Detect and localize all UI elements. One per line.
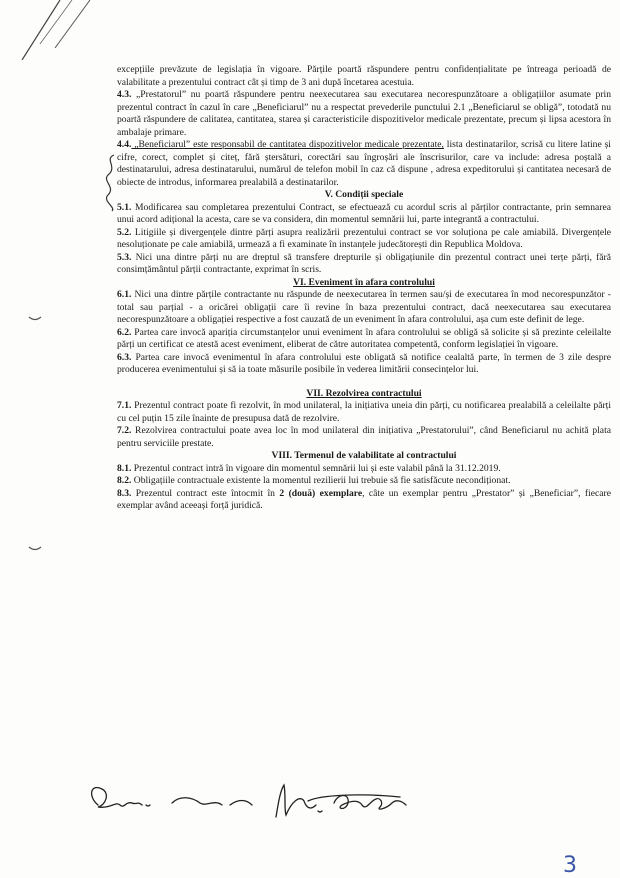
clause-number: 8.2. [117,475,132,486]
clause-text: Modificarea sau completarea prezentului Contract, se efectuează cu acordul scris al părților contractante, prin semnarea unui acord adițional la acesta, care se va considera, din momentul semnării lui, parte integrantă a contractului. [117,201,611,225]
clause-number: 8.3. [117,487,132,499]
clause-5-2 [117,227,611,252]
punch-mark-bottom [28,546,42,552]
clause-text: „Prestatorul” nu poartă răspundere pentru neexecutarea sau executarea necorespunzătoare a obligațiilor asumate prin prezentul contract în cazul în care „Beneficiarul” nu a respectat prevederile punctului 2.1 „Beneficiarul se obligă”, totodată nu poartă răspundere de calitatea, cantitatea, starea și caracteristicile dispozitivelor medicale prezentate, precum și lipsa acestora în ambalaje primare. [117,89,611,138]
clause-8-3 [117,488,611,513]
scan-corner-marks [0,0,140,60]
clause-number: 4.4. [117,139,132,150]
clause-number: 5.3. [117,251,132,263]
punch-mark-top [28,316,42,322]
clause-4-3 [117,89,611,139]
clause-number: 5.1. [117,201,132,213]
clause-text: Nici una dintre părți nu are dreptul să transfere drepturile și obligațiunile din prezentul contract unei terțe părți, fără consimțământul părții contractante, exprimat în scris. [117,251,611,275]
paragraph-intro: excepțiile prevăzute de legislația în vigoare. Părțile poartă răspundere pentru confidențialitate pe întreaga perioadă de valabilitate a prezentului contract cât și timp de 3 ani după încetarea acestuia. [117,64,611,88]
clause-8-2 [117,475,611,488]
clause-6-2 [117,327,611,352]
clause-5-1 [117,202,611,227]
clause-7-1 [117,400,611,425]
clause-text: Partea care invocă evenimentul în afara controlului este obligată să notifice cealaltă parte, în termen de 3 zile despre producerea evenimentului și să ia toate măsurile posibile în vederea limitării consecințelor lui. [117,351,611,375]
clause-number: 6.1. [117,289,132,300]
clause-number: 8.1. [117,462,132,474]
clause-text: Nici una dintre părțile contractante nu răspunde de neexecutarea în termen sau/și de executarea în mod necorespunzător - total sau parțial - a oricărei obligații care îi revine în baza prezentului contract, dacă neexecutarea sau executarea necorespunzătoare a obligației respective a fost cauzată de un eveniment în afara controlului, așa cum este definit de lege. [117,289,611,325]
clause-6-1 [117,289,611,327]
clause-text-bold: 2 (două) exemplare [279,487,363,499]
contract-text [117,64,611,513]
clause-text: Litigiile și divergențele dintre părți asupra realizării prezentului contract se vor soluționa pe cale amiabilă. Divergențele nesoluționate pe cale amiabilă, urmează a fi examinate în instanțele judecătorești din Republica Moldova. [117,226,611,250]
clause-text: Prezentul contract intră în vigoare din momentul semnării lui și este valabil până la 31.12.2019. [131,462,501,474]
section-heading-v: V. Condiții speciale [324,189,404,200]
section-heading-vii: VII. Rezolvirea contractului [306,387,422,399]
handwritten-signatures [80,775,420,835]
clause-6-3 [117,352,611,377]
clause-text: Prezentul contract poate fi rezolvit, în mod unilateral, la inițiativa uneia din părți, cu notificarea prealabilă a celeilalte părți cu cel puțin 15 zile înainte de presupusa dată de rezolvire. [117,400,611,424]
section-heading-vi: VI. Eveniment în afara controlului [293,276,435,288]
clause-number: 6.3. [117,351,132,363]
section-heading-viii: VIII. Termenul de valabilitate al contractului [271,450,457,461]
clause-text-underlined: „Beneficiarul” este responsabil de cantitatea dispozitivelor medicale prezentate, [131,139,444,150]
clause-5-3 [117,252,611,277]
page-number: 3 [563,853,577,878]
clause-text: , câte un exemplar pentru „Prestator” și „Beneficiar”, fiecare exemplar având aceeași forță juridică. [117,487,611,511]
clause-text: lista destinatarilor, scrisă cu litere latine și cifre, corect, complet și citeț, fără ștersături, corectări sau îngroșări ale înscrisurilor, care va include: adresa poștală a destinatarului, adresa destinatarului, numărul de telefon mobil în caz că dispune , adresa expeditorului și cantitatea necesară de obiecte de introdus, informarea prealabilă a destinatarilor. [117,139,611,188]
clause-4-4 [117,139,611,189]
clause-text: Partea care invocă apariția circumstanțelor unui eveniment în afara controlului se obligă să solicite și să prezinte celeilalte părți un certificat ce atestă acest eveniment, eliberat de către autoritatea competentă, conform legislației în vigoare. [117,326,611,350]
spacer [117,377,611,388]
clause-7-2 [117,425,611,450]
clause-number: 7.2. [117,425,132,436]
clause-8-1 [117,463,611,476]
clause-number: 4.3. [117,89,132,100]
clause-number: 5.2. [117,226,132,238]
clause-text: Rezolvirea contractului poate avea loc în mod unilateral din inițiativa „Prestatorului”, când Beneficiarul nu achită plata pentru serviciile prestate. [117,425,611,449]
clause-number: 7.1. [117,400,132,411]
clause-text: Obligațiile contractuale existente la momentul rezilierii lui trebuie să fie satisfăcute necondiționat. [131,475,511,486]
clause-text: Prezentul contract este întocmit în [131,487,280,499]
clause-number: 6.2. [117,326,132,338]
